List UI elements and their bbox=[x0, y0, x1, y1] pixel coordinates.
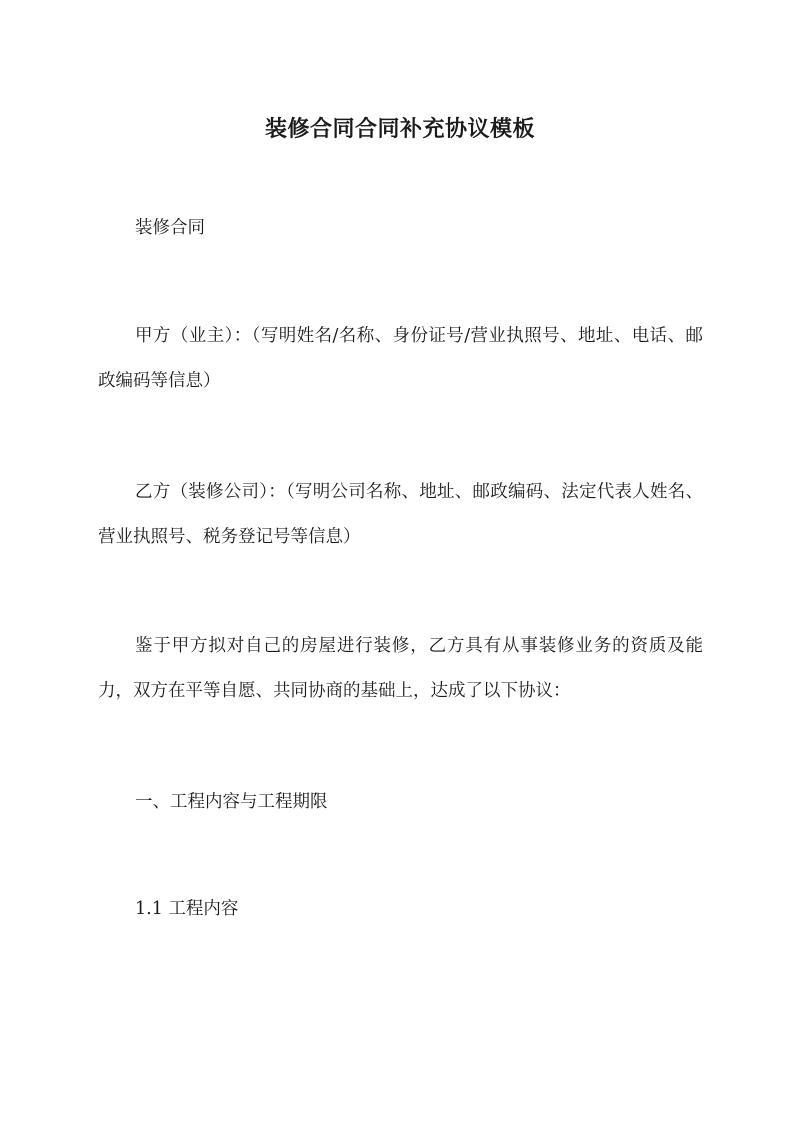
section-heading-1: 一、工程内容与工程期限 bbox=[135, 792, 328, 812]
paragraph-party-b: 乙方（装修公司）：（写明公司名称、地址、邮政编码、法定代表人姓名、营业执照号、税务登记号等信息） bbox=[98, 482, 703, 547]
subsection-heading-1-1: 1.1 工程内容 bbox=[135, 899, 239, 919]
document-title: 装修合同合同补充协议模板 bbox=[264, 115, 535, 142]
paragraph-preamble: 鉴于甲方拟对自己的房屋进行装修，乙方具有从事装修业务的资质及能力，双方在平等自愿、共同协商的基础上，达成了以下协议： bbox=[98, 636, 703, 701]
paragraph-contract-label: 装修合同 bbox=[135, 218, 205, 238]
paragraph-party-a: 甲方（业主）：（写明姓名/名称、身份证号/营业执照号、地址、电话、邮政编码等信息） bbox=[98, 326, 703, 391]
